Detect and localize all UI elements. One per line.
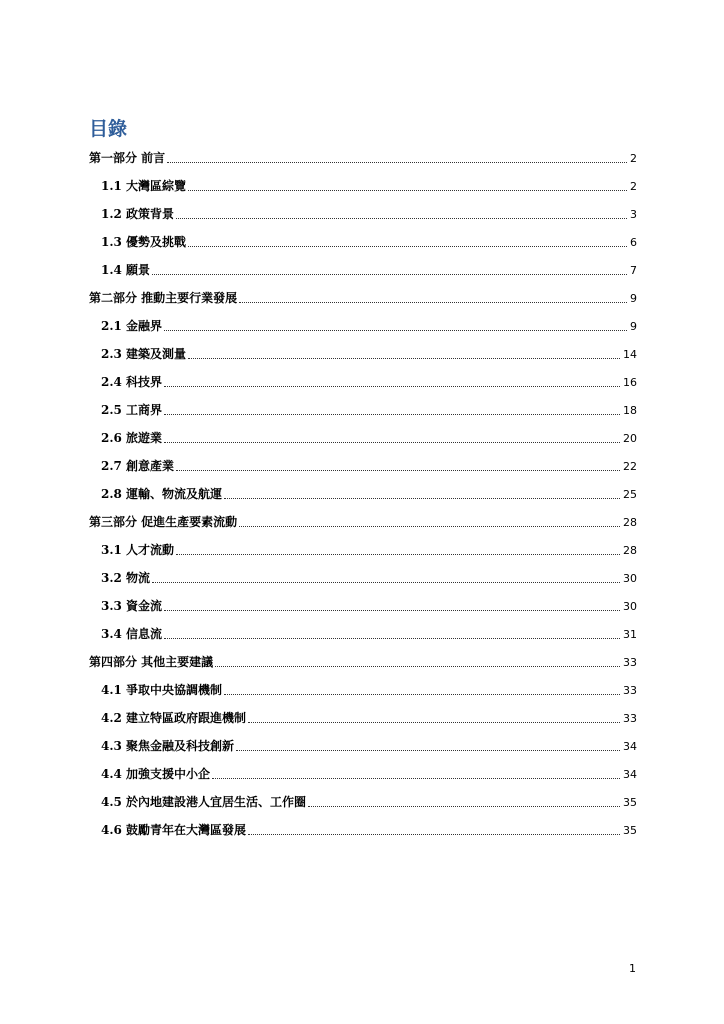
dot-leader: [167, 162, 627, 163]
toc-section-entry[interactable]: [89, 199, 637, 227]
toc-entry-page: 14: [623, 348, 637, 361]
toc-entry-label: 2.6 旅遊業: [101, 431, 163, 445]
toc-entry-label: 4.3 聚焦金融及科技創新: [101, 739, 235, 753]
toc-entry-page: 3: [630, 208, 637, 221]
toc-entry-label: 2.3 建築及測量: [101, 347, 187, 361]
toc-entry-label: 3.3 資金流: [101, 599, 163, 613]
toc-entry-page: 6: [630, 236, 637, 249]
table-of-contents: [89, 143, 637, 843]
toc-entry-label: 第四部分 其他主要建議: [89, 655, 214, 669]
toc-entry-page: 33: [623, 656, 637, 669]
toc-section-entry[interactable]: [89, 311, 637, 339]
toc-entry-page: 33: [623, 684, 637, 697]
dot-leader: [176, 470, 620, 471]
toc-section-entry[interactable]: [89, 479, 637, 507]
toc-entry-label: 3.4 信息流: [101, 627, 163, 641]
dot-leader: [188, 358, 620, 359]
dot-leader: [164, 386, 620, 387]
toc-entry-label: 2.4 科技界: [101, 375, 163, 389]
toc-entry-page: 35: [623, 824, 637, 837]
dot-leader: [176, 554, 620, 555]
toc-entry-label: 2.1 金融界: [101, 319, 163, 333]
toc-entry-page: 7: [630, 264, 637, 277]
toc-section-entry[interactable]: [89, 759, 637, 787]
dot-leader: [239, 302, 627, 303]
toc-entry-page: 34: [623, 768, 637, 781]
dot-leader: [152, 274, 627, 275]
toc-section-entry[interactable]: [89, 255, 637, 283]
toc-entry-label: 4.1 爭取中央協調機制: [101, 683, 223, 697]
toc-entry-label: 4.6 鼓勵青年在大灣區發展: [101, 823, 247, 837]
dot-leader: [224, 694, 620, 695]
dot-leader: [236, 750, 620, 751]
toc-section-entry[interactable]: [89, 619, 637, 647]
dot-leader: [164, 638, 620, 639]
toc-entry-label: 3.1 人才流動: [101, 543, 175, 557]
toc-section-entry[interactable]: [89, 367, 637, 395]
dot-leader: [248, 722, 620, 723]
toc-entry-page: 18: [623, 404, 637, 417]
toc-entry-page: 22: [623, 460, 637, 473]
toc-section-entry[interactable]: [89, 591, 637, 619]
toc-entry-label: 第二部分 推動主要行業發展: [89, 291, 238, 305]
toc-part-entry[interactable]: [89, 507, 637, 535]
toc-entry-page: 28: [623, 544, 637, 557]
dot-leader: [215, 666, 620, 667]
toc-section-entry[interactable]: [89, 451, 637, 479]
toc-entry-label: 2.7 創意產業: [101, 459, 175, 473]
toc-entry-page: 33: [623, 712, 637, 725]
toc-section-entry[interactable]: [89, 787, 637, 815]
toc-entry-label: 1.2 政策背景: [101, 207, 175, 221]
toc-section-entry[interactable]: [89, 227, 637, 255]
toc-entry-page: 30: [623, 572, 637, 585]
toc-section-entry[interactable]: [89, 675, 637, 703]
dot-leader: [212, 778, 620, 779]
toc-section-entry[interactable]: [89, 171, 637, 199]
toc-part-entry[interactable]: [89, 143, 637, 171]
toc-section-entry[interactable]: [89, 563, 637, 591]
toc-entry-label: 4.2 建立特區政府跟進機制: [101, 711, 247, 725]
toc-section-entry[interactable]: [89, 703, 637, 731]
toc-section-entry[interactable]: [89, 339, 637, 367]
toc-entry-page: 20: [623, 432, 637, 445]
toc-entry-label: 2.5 工商界: [101, 403, 163, 417]
dot-leader: [308, 806, 620, 807]
toc-section-entry[interactable]: [89, 731, 637, 759]
toc-entry-page: 30: [623, 600, 637, 613]
page-number: 1: [629, 962, 636, 975]
toc-entry-page: 31: [623, 628, 637, 641]
dot-leader: [224, 498, 620, 499]
toc-entry-page: 2: [630, 180, 637, 193]
dot-leader: [188, 190, 627, 191]
toc-entry-label: 1.1 大灣區綜覽: [101, 179, 187, 193]
toc-entry-page: 9: [630, 320, 637, 333]
toc-section-entry[interactable]: [89, 423, 637, 451]
toc-entry-label: 1.3 優勢及挑戰: [101, 235, 187, 249]
toc-title: 目錄: [89, 118, 128, 140]
toc-entry-label: 4.4 加強支援中小企: [101, 767, 211, 781]
dot-leader: [164, 610, 620, 611]
toc-section-entry[interactable]: [89, 815, 637, 843]
toc-entry-label: 第一部分 前言: [89, 151, 166, 165]
toc-entry-page: 16: [623, 376, 637, 389]
toc-section-entry[interactable]: [89, 395, 637, 423]
toc-entry-page: 9: [630, 292, 637, 305]
toc-entry-page: 35: [623, 796, 637, 809]
dot-leader: [164, 442, 620, 443]
dot-leader: [164, 414, 620, 415]
toc-entry-page: 25: [623, 488, 637, 501]
toc-part-entry[interactable]: [89, 283, 637, 311]
dot-leader: [248, 834, 620, 835]
toc-part-entry[interactable]: [89, 647, 637, 675]
toc-entry-label: 4.5 於內地建設港人宜居生活、工作圈: [101, 795, 307, 809]
toc-entry-label: 1.4 願景: [101, 263, 151, 277]
toc-entry-label: 3.2 物流: [101, 571, 151, 585]
dot-leader: [176, 218, 627, 219]
toc-entry-label: 2.8 運輸、物流及航運: [101, 487, 223, 501]
dot-leader: [188, 246, 627, 247]
toc-entry-label: 第三部分 促進生產要素流動: [89, 515, 238, 529]
toc-section-entry[interactable]: [89, 535, 637, 563]
toc-entry-page: 28: [623, 516, 637, 529]
dot-leader: [239, 526, 620, 527]
toc-entry-page: 34: [623, 740, 637, 753]
dot-leader: [152, 582, 620, 583]
dot-leader: [164, 330, 627, 331]
toc-entry-page: 2: [630, 152, 637, 165]
